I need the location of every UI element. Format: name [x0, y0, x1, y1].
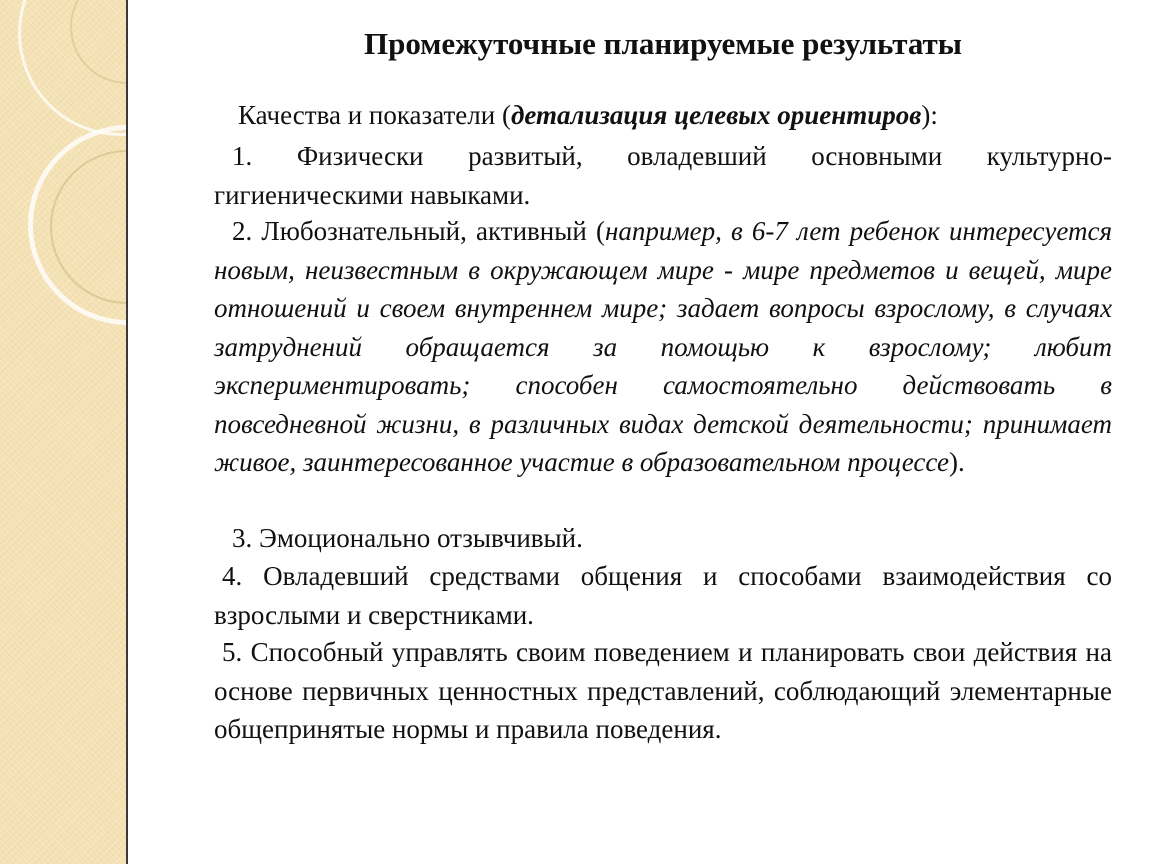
decorative-sidebar [0, 0, 126, 864]
list-item-2 [214, 212, 1112, 482]
item-2-example: например, в 6-7 лет ребенок интересуется новым, неизвестным в окружающем мире - мире предметов и вещей, мире отношений и своем внутреннем мире; задает вопросы взрослому, в случаях затруднений обращается за помощью к взрослому; любит экспериментировать; способен самостоятельно действовать в повседневной жизни, в различных видах детской деятельности; принимает живое, заинтересованное участие в образовательном процессе [214, 216, 1112, 477]
intro-prefix: Качества и показатели ( [238, 100, 511, 130]
item-2-prefix: 2. Любознательный, активный ( [232, 216, 605, 246]
intro-suffix: ): [921, 100, 938, 130]
list-item-4: 4. Овладевший средствами общения и способами взаимодействия со взрослыми и сверстниками. [214, 561, 1112, 630]
item-2-suffix: ). [948, 447, 965, 477]
list-item-5: 5. Способный управлять своим поведением и планировать свои действия на основе первичных ценностных представлений, соблюдающий элементарные общепринятые нормы и правила поведения. [214, 637, 1112, 744]
intro-emphasis: детализация целевых ориентиров [510, 100, 922, 130]
intro-line [214, 96, 1112, 135]
slide-title: Промежуточные планируемые результаты [363, 26, 962, 61]
list-item-1: 1. Физически развитый, овладевший основными культурно-гигиеническими навыками. [214, 141, 1112, 210]
sidebar-divider [126, 0, 128, 864]
list-item-3: 3. Эмоционально отзывчивый. [232, 523, 583, 553]
